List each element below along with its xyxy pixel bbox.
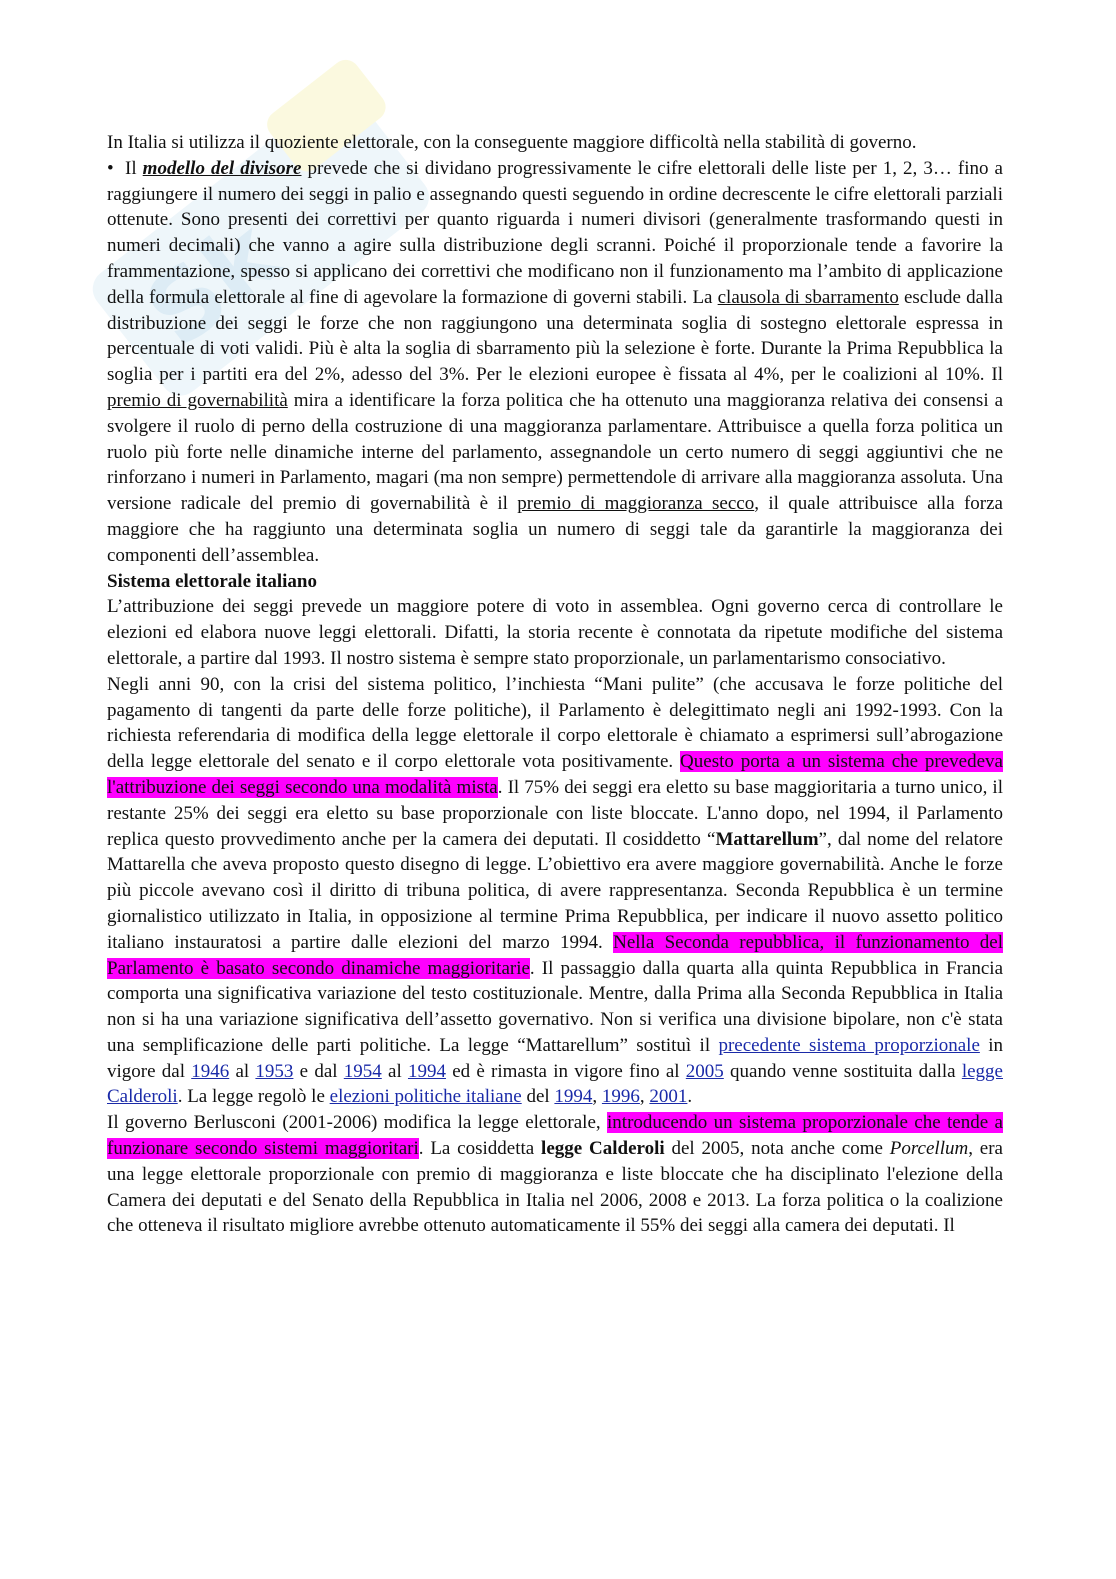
hyperlink[interactable]: 1946 bbox=[191, 1060, 230, 1082]
text-run: al bbox=[229, 1060, 256, 1082]
paragraph bbox=[107, 672, 1003, 1111]
text-run: ”, dal nome del relatore Mattarella che aveva proposto questo disegno di legge. L’obiettivo era avere maggiore governabilità. Anche le forze più piccole avevano così il diritto di tribuna politica, di avere rappresentanza. Seconda Repubblica è un termine giornalistico utilizzato in Italia, in opposizione al termine Prima Repubblica, per indicare il nuovo assetto politico italiano instauratosi a partire dalle elezioni del marzo 1994. bbox=[107, 828, 1003, 953]
text-run: , il quale attribuisce alla forza maggiore che ha raggiunto una determinata soglia un numero di seggi tale da garantirle la maggioranza dei componenti dell’assemblea. bbox=[107, 493, 1003, 566]
hyperlink[interactable]: 1994 bbox=[554, 1086, 593, 1108]
hyperlink[interactable]: elezioni politiche italiane bbox=[329, 1086, 522, 1108]
text-run: , bbox=[592, 1086, 602, 1108]
text-underline: premio di maggioranza secco bbox=[517, 493, 755, 515]
hyperlink[interactable]: 1953 bbox=[255, 1060, 294, 1082]
text-highlight: Questo porta a un sistema che prevedeva l'attribuzione dei seggi secondo una modalità mista bbox=[107, 751, 1003, 798]
text-highlight: Nella Seconda repubblica, il funzionamento del Parlamento è basato secondo dinamiche maggioritarie bbox=[107, 931, 1003, 979]
text-run: , era una legge elettorale proporzionale con premio di maggioranza e liste bloccate che ha disciplinato l'elezione della Camera dei deputati e del Senato della Repubblica in Italia nel 2006, 2008 e 2013. La forza politica o la coalizione che otteneva il risultato migliore avrebbe ottenuto automaticamente il 55% dei seggi alla camera dei deputati. Il bbox=[107, 1138, 1003, 1237]
text-run: mira a identificare la forza politica che ha ottenuto una maggioranza relativa dei consensi a svolgere il ruolo di perno della costruzione di una maggioranza parlamentare. Attribuisce a quella forza politica un ruolo più forte nelle dinamiche interne del parlamento, assegnandole un certo numero di seggi aggiuntivi che ne rinforzano i numeri in Parlamento, magari (ma non sempre) permettendole di arrivare alla maggioranza assoluta. Una versione radicale del premio di governabilità è il bbox=[107, 389, 1003, 515]
bullet-paragraph bbox=[107, 156, 1003, 569]
paragraph bbox=[107, 1110, 1003, 1239]
text-run: , bbox=[639, 1086, 650, 1108]
text-run: Il bbox=[125, 157, 143, 179]
document-body bbox=[107, 130, 1003, 1239]
text-run: L’attribuzione dei seggi prevede un maggiore potere di voto in assemblea. Ogni governo cerca di controllare le elezioni ed elabora nuove leggi elettorali. Difatti, la storia recente è connotata da ripetute modifiche del sistema elettorale, a partire dal 1993. Il nostro sistema è sempre stato proporzionale, un parlamentarismo consociativo. bbox=[107, 596, 1003, 669]
text-run: e dal bbox=[293, 1060, 344, 1082]
text-run: in vigore dal bbox=[107, 1034, 1003, 1082]
paragraph bbox=[107, 594, 1003, 671]
hyperlink[interactable]: 1996 bbox=[601, 1086, 640, 1108]
text-run: esclude dalla distribuzione dei seggi le forze che non raggiungono una determinata soglia di sostegno elettorale espressa in percentuale di voti validi. Più è alta la soglia di sbarramento più la selezione è forte. Durante la Prima Repubblica la soglia per i partiti era del 2%, adesso del 3%. Per le elezioni europee è fissata al 4%, per le coalizioni al 10%. Il bbox=[107, 286, 1003, 386]
text-run: Negli anni 90, con la crisi del sistema politico, l’inchiesta “Mani pulite” (che accusava le forze politiche del pagamento di tangenti da parte delle forze politiche), il Parlamento è delegittimato negli ani 1992-1993. Con la richiesta referendaria di modifica della legge elettorale il corpo elettorale è chiamato a esprimersi sull’abrogazione della legge elettorale del senato e il corpo elettorale vota positivamente. bbox=[107, 673, 1003, 773]
text-run: Sistema elettorale italiano bbox=[107, 570, 318, 592]
bullet-icon: • bbox=[107, 157, 114, 179]
text-run: . La cosiddetta bbox=[418, 1138, 542, 1160]
text-run: . Il passaggio dalla quarta alla quinta Repubblica in Francia comporta una significativa variazione del testo costituzionale. Mentre, dalla Prima alla Seconda Repubblica in Italia non si ha una variazione significativa dell’assetto governativo. Non si verifica una divisione bipolare, non c'è stata una semplificazione delle parti politiche. La legge “Mattarellum” sostituì il bbox=[107, 957, 1003, 1056]
hyperlink[interactable]: 1954 bbox=[343, 1060, 382, 1082]
text-underline: premio di governabilità bbox=[107, 389, 288, 411]
svg-text:Sk: Sk bbox=[125, 198, 299, 369]
text-run: del 2005, nota anche come bbox=[664, 1138, 890, 1160]
hyperlink[interactable]: 2005 bbox=[685, 1060, 724, 1082]
section-heading bbox=[107, 569, 1003, 595]
text-italic: Porcellum bbox=[889, 1138, 969, 1160]
text-run: prevede che si dividano progressivamente le cifre elettorali delle liste per 1, 2, 3… fino a raggiungere il numero dei seggi in palio e assegnando questi seguendo in ordine decrescente le cifre elettorali parziali ottenute. Sono presenti dei correttivi per quanto riguarda i numeri divisori (generalmente trasformando questi in numeri decimali) che vanno a agire sulla distribuzione degli scranni. Poiché il proporzionale tende a favorire la frammentazione, spesso si applicano dei correttivi che modificano non il funzionamento ma l’ambito di applicazione della formula elettorale al fine di agevolare la formazione di governi stabili. La bbox=[107, 157, 1003, 308]
paragraph bbox=[107, 130, 1003, 156]
text-highlight: introducendo un sistema proporzionale che tende a funzionare secondo sistemi maggioritari bbox=[107, 1112, 1003, 1160]
text-run: del bbox=[521, 1086, 555, 1108]
hyperlink[interactable]: 2001 bbox=[649, 1086, 688, 1108]
hyperlink[interactable]: legge Calderoli bbox=[107, 1060, 1003, 1108]
text-bold-italic-underline: modello del divisore bbox=[142, 157, 302, 179]
text-run: In Italia si utilizza il quoziente elettorale, con la conseguente maggiore difficoltà nella stabilità di governo. bbox=[107, 132, 917, 153]
text-run: . bbox=[687, 1086, 693, 1108]
text-run: . Il 75% dei seggi era eletto su base maggioritaria a turno unico, il restante 25% dei seggi era eletto su base proporzionale con liste bloccate. L'anno dopo, nel 1994, il Parlamento replica questo provvedimento anche per la camera dei deputati. Il cosiddetto “ bbox=[107, 776, 1003, 850]
hyperlink[interactable]: 1994 bbox=[407, 1060, 446, 1082]
text-bold: legge Calderoli bbox=[541, 1138, 665, 1160]
text-run: ed è rimasta in vigore fino al bbox=[445, 1060, 686, 1082]
text-run: quando venne sostituita dalla bbox=[723, 1060, 962, 1082]
text-run: al bbox=[381, 1060, 408, 1082]
text-bold: Mattarellum bbox=[715, 828, 819, 850]
text-underline: clausola di sbarramento bbox=[717, 286, 899, 308]
text-run: . La legge regolò le bbox=[177, 1086, 330, 1108]
text-run: Il governo Berlusconi (2001-2006) modifica la legge elettorale, bbox=[107, 1112, 608, 1134]
hyperlink[interactable]: precedente sistema proporzionale bbox=[718, 1034, 980, 1056]
